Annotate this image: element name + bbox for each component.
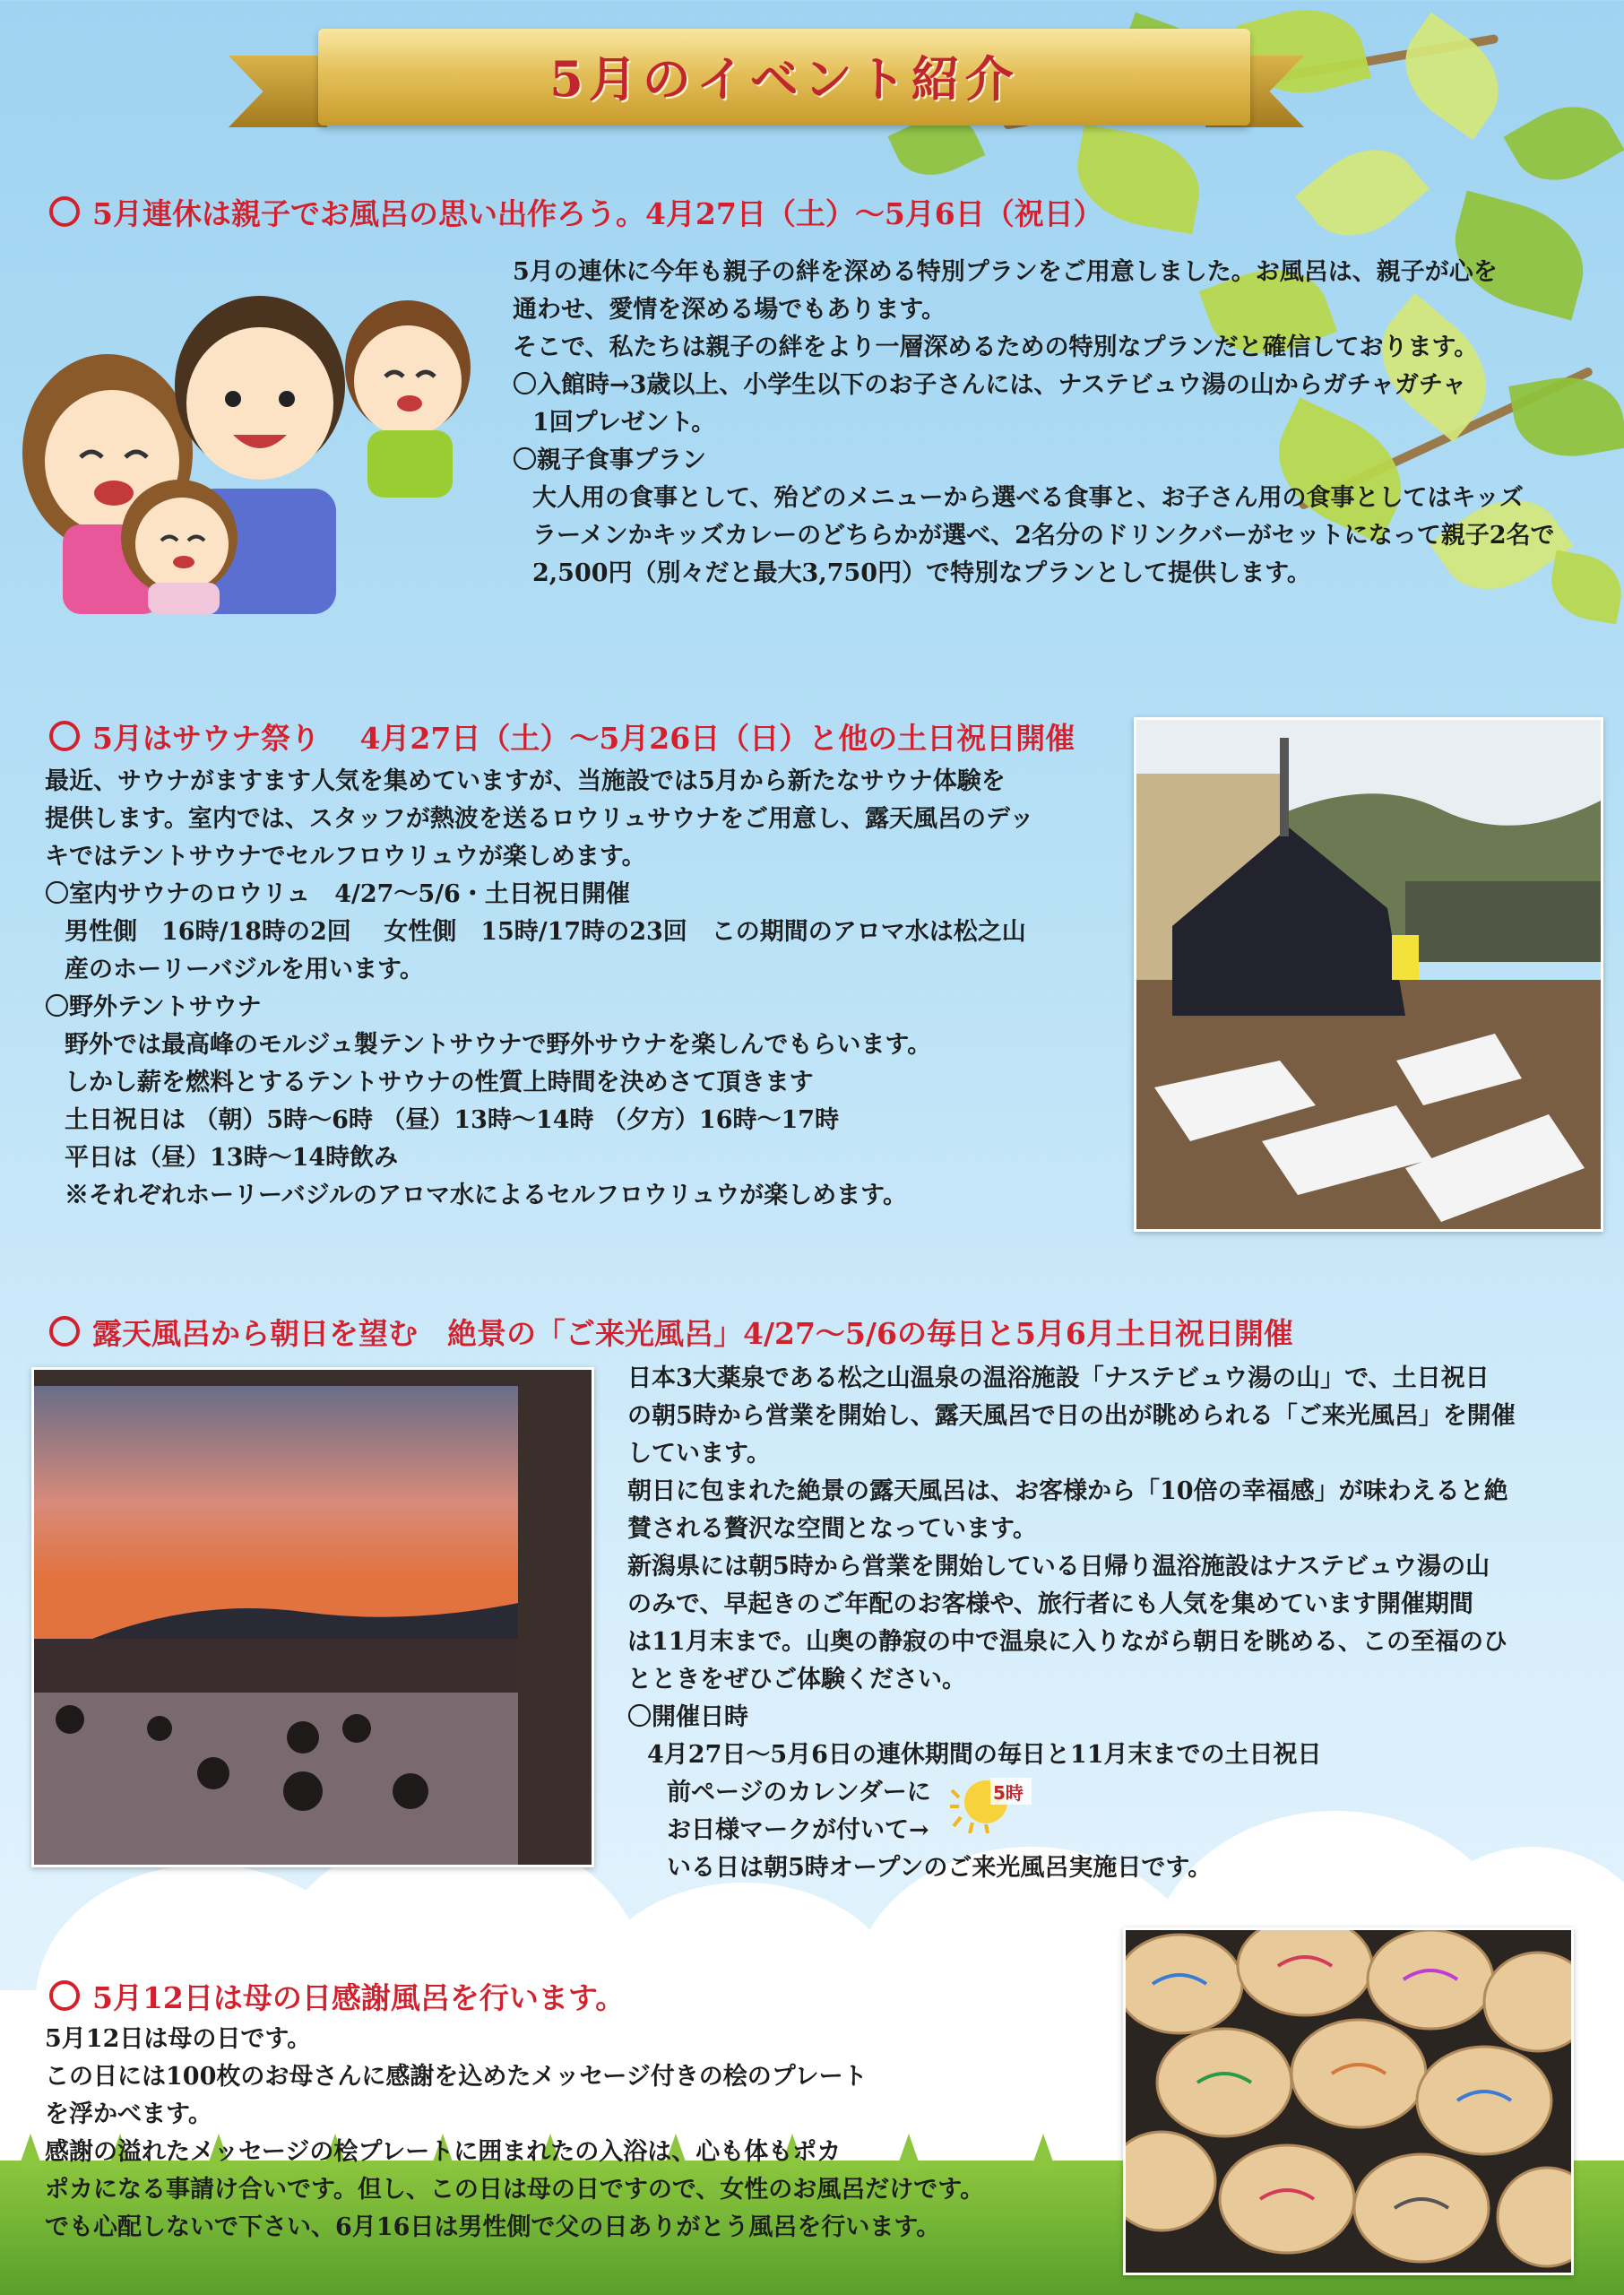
text-line: でも心配しないで下さい、6月16日は男性側で父の日ありがとう風呂を行います。 bbox=[45, 2213, 941, 2241]
text-line: 〇入館時→3歳以上、小学生以下のお子さんには、ナステビュウ湯の山からガチャガチャ bbox=[513, 371, 1467, 399]
text-line: 〇親子食事プラン bbox=[513, 446, 706, 474]
circle-marker-icon bbox=[49, 721, 80, 751]
page-title: 5月のイベント紹介 bbox=[549, 50, 1019, 108]
text-line: 日本3大薬泉である松之山温泉の温浴施設「ナステビュウ湯の山」で、土日祝日 bbox=[627, 1364, 1490, 1392]
text-line: 5月の連休に今年も親子の絆を深める特別プランをご用意しました。お風呂は、親子が心を bbox=[513, 258, 1498, 286]
text-line: 賛される贅沢な空間となっています。 bbox=[627, 1515, 1037, 1543]
circle-marker-icon bbox=[49, 196, 80, 227]
circle-marker-icon bbox=[49, 1980, 80, 2011]
text-line: しています。 bbox=[627, 1440, 771, 1468]
message-plates-photo bbox=[1123, 1927, 1574, 2275]
text-line: 〇開催日時 bbox=[627, 1703, 748, 1731]
text-line: 提供します。室内では、スタッフが熱波を送るロウリュサウナをご用意し、露天風呂のデッ bbox=[45, 805, 1034, 833]
circle-marker-icon bbox=[49, 1316, 80, 1347]
text-line: 〇室内サウナのロウリュ 4/27～5/6・土日祝日開催 bbox=[45, 880, 630, 908]
text-line: 野外では最高峰のモルジュ製テントサウナで野外サウナを楽しんでもらいます。 bbox=[65, 1031, 932, 1059]
tent-sauna-photo bbox=[1134, 717, 1603, 1232]
text-line: を浮かべます。 bbox=[45, 2100, 212, 2128]
text-line: 通わせ、愛情を深める場でもあります。 bbox=[513, 296, 946, 324]
text-line: 2,500円（別々だと最大3,750円）で特別なプランとして提供します。 bbox=[532, 559, 1311, 587]
section-3-body bbox=[627, 1360, 1516, 1887]
text-line: 平日は（昼）13時～14時飲み bbox=[65, 1144, 399, 1172]
text-line: ラーメンかキッズカレーのどちらかが選べ、2名分のドリンクバーがセットになって親子2名で bbox=[532, 522, 1555, 550]
text-line: いる日は朝5時オープンのご来光風呂実施日です。 bbox=[667, 1854, 1213, 1882]
text-line: 男性側 16時/18時の2回 女性側 15時/17時の23回 この期間のアロマ水は松之山 bbox=[65, 918, 1026, 946]
text-line: ポカになる事請け合いです。但し、この日は母の日ですので、女性のお風呂だけです。 bbox=[45, 2176, 985, 2204]
sun-badge-text: 5時 bbox=[993, 1782, 1024, 1804]
text-line: ※それぞれホーリーバジルのアロマ水によるセルフロウリュウが楽しめます。 bbox=[65, 1182, 908, 1209]
text-line: は11月末まで。山奥の静寂の中で温泉に入りながら朝日を眺める、この至福のひ bbox=[627, 1628, 1508, 1656]
text-line: お日様マークが付いて→ bbox=[667, 1816, 929, 1844]
text-line: 1回プレゼント。 bbox=[532, 409, 716, 437]
text-line: のみで、早起きのご年配のお客様や、旅行者にも人気を集めています開催期間 bbox=[627, 1590, 1473, 1618]
title-banner bbox=[318, 29, 1250, 126]
section-2-body bbox=[45, 763, 1034, 1215]
section-1-body bbox=[513, 254, 1555, 593]
text-line: 4月27日～5月6日の連休期間の毎日と11月末までの土日祝日 bbox=[647, 1741, 1322, 1769]
text-line: 前ページのカレンダーに bbox=[667, 1779, 931, 1806]
text-line: 最近、サウナがますます人気を集めていますが、当施設では5月から新たなサウナ体験を bbox=[45, 767, 1006, 795]
text-line: 新潟県には朝5時から営業を開始している日帰り温浴施設はナステビュウ湯の山 bbox=[627, 1553, 1490, 1581]
text-line: この日には100枚のお母さんに感謝を込めたメッセージ付きの桧のプレート bbox=[45, 2063, 868, 2091]
text-line: 感謝の溢れたメッセージの桧プレートに囲まれたの入浴は、心も体もポカ bbox=[45, 2138, 842, 2166]
text-line: 産のホーリーバジルを用います。 bbox=[65, 956, 424, 983]
text-line: の朝5時から営業を開始し、露天風呂で日の出が眺められる「ご来光風呂」を開催 bbox=[627, 1402, 1516, 1430]
text-line: しかし薪を燃料とするテントサウナの性質上時間を決めさて頂きます bbox=[65, 1069, 814, 1096]
sun-mark-icon bbox=[950, 1771, 1035, 1833]
section-4-body bbox=[45, 2021, 984, 2247]
text-line: 大人用の食事として、殆どのメニューから選べる食事と、お子さん用の食事としてはキッズ bbox=[532, 484, 1524, 512]
text-line: そこで、私たちは親子の絆をより一層深めるための特別なプランだと確信しております。 bbox=[513, 333, 1479, 361]
text-line: とときをぜひご体験ください。 bbox=[627, 1666, 966, 1693]
text-line: 土日祝日は （朝）5時～6時 （昼）13時～14時 （夕方）16時～17時 bbox=[65, 1106, 840, 1134]
text-line: 〇野外テントサウナ bbox=[45, 993, 262, 1021]
section-4-heading: 5月12日は母の日感謝風呂を行います。 bbox=[49, 1975, 625, 2017]
text-line: 5月12日は母の日です。 bbox=[45, 2025, 312, 2053]
sunrise-bath-photo bbox=[31, 1367, 594, 1867]
text-line: 朝日に包まれた絶景の露天風呂は、お客様から「10倍の幸福感」が味わえると絶 bbox=[627, 1477, 1508, 1505]
text-line: キではテントサウナでセルフロウリュウが楽しめます。 bbox=[45, 843, 646, 870]
section-1-heading: 5月連休は親子でお風呂の思い出作ろう。4月27日（土）～5月6日（祝日） bbox=[49, 191, 1103, 233]
section-2-heading: 5月はサウナ祭り 4月27日（土）～5月26日（日）と他の土日祝日開催 bbox=[49, 715, 1075, 758]
section-3-heading: 露天風呂から朝日を望む 絶景の「ご来光風呂」4/27～5/6の毎日と5月6月土日祝日開催 bbox=[49, 1311, 1293, 1353]
family-illustration bbox=[13, 282, 497, 614]
